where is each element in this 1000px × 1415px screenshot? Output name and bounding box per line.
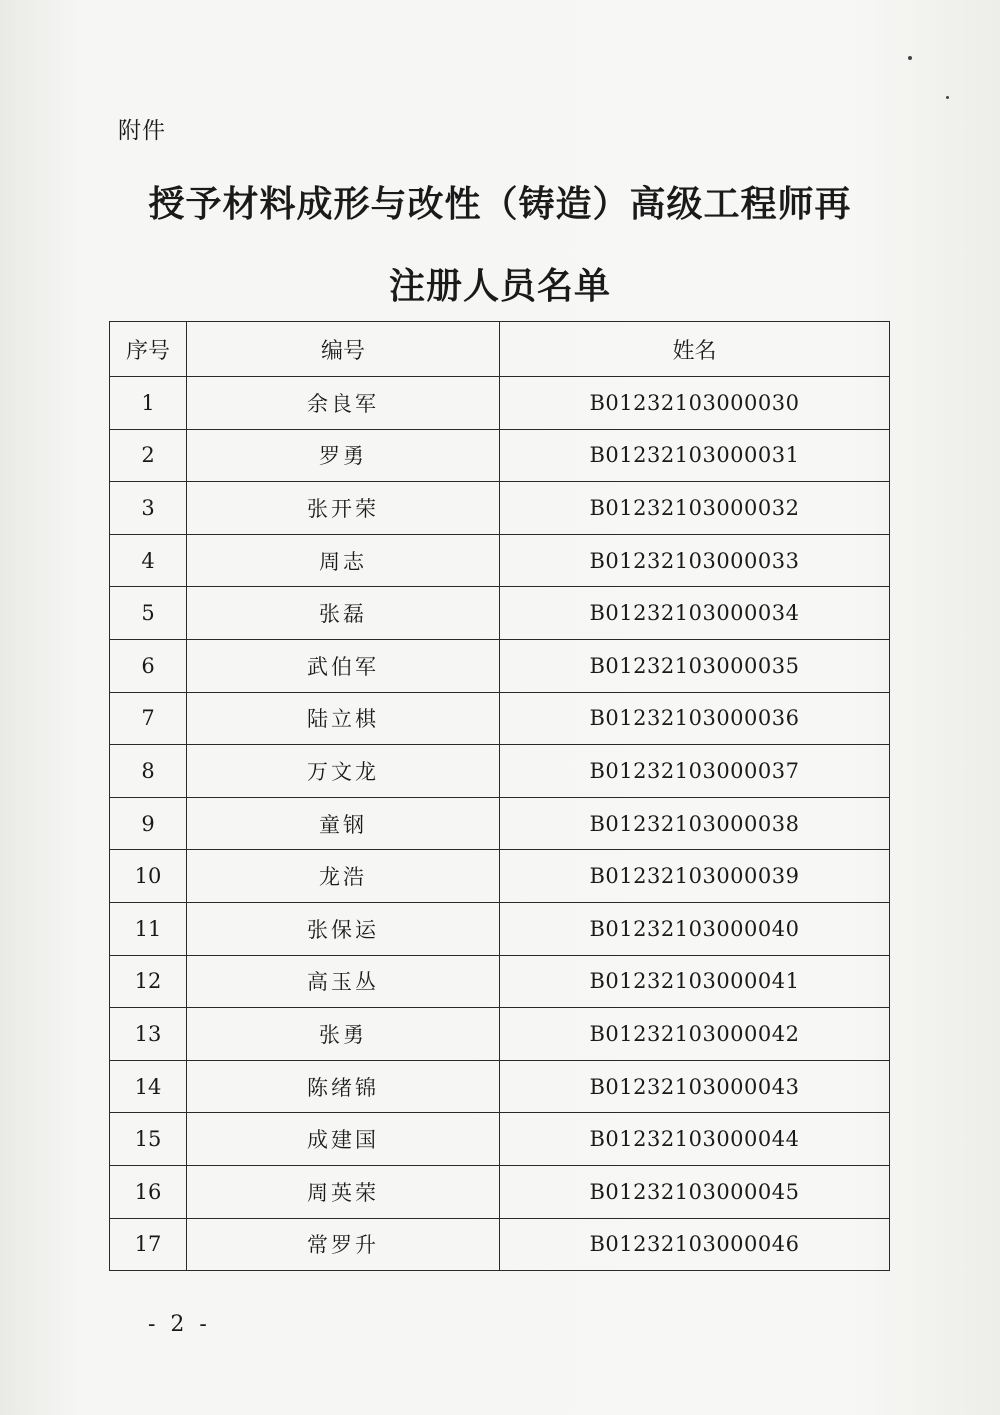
seq-cell: 16 — [110, 1165, 187, 1218]
seq-cell: 6 — [110, 639, 187, 692]
code-cell: B01232103000046 — [500, 1218, 890, 1271]
name-cell: 万文龙 — [187, 745, 500, 798]
code-cell: B01232103000033 — [500, 534, 890, 587]
table-row — [110, 639, 890, 692]
table-row — [110, 1008, 890, 1061]
code-cell: B01232103000037 — [500, 745, 890, 798]
seq-cell: 1 — [110, 377, 187, 430]
name-cell: 陆立棋 — [187, 692, 500, 745]
column-header-number: 编号 — [187, 322, 500, 377]
table-row — [110, 1165, 890, 1218]
paper-speck — [946, 96, 949, 99]
table-row — [110, 1218, 890, 1271]
table-row — [110, 902, 890, 955]
seq-cell: 10 — [110, 850, 187, 903]
code-cell: B01232103000042 — [500, 1008, 890, 1061]
seq-cell: 17 — [110, 1218, 187, 1271]
document-title-line-1: 授予材料成形与改性（铸造）高级工程师再 — [148, 184, 852, 225]
table-row — [110, 1060, 890, 1113]
seq-cell: 3 — [110, 482, 187, 535]
code-cell: B01232103000043 — [500, 1060, 890, 1113]
column-header-name: 姓名 — [500, 322, 890, 377]
name-cell: 龙浩 — [187, 850, 500, 903]
code-cell: B01232103000040 — [500, 902, 890, 955]
code-cell: B01232103000041 — [500, 955, 890, 1008]
name-cell: 张勇 — [187, 1008, 500, 1061]
name-cell: 陈绪锦 — [187, 1060, 500, 1113]
paper-speck — [908, 56, 912, 60]
code-cell: B01232103000032 — [500, 482, 890, 535]
seq-cell: 9 — [110, 797, 187, 850]
attachment-label: 附件 — [118, 118, 166, 144]
seq-cell: 13 — [110, 1008, 187, 1061]
code-cell: B01232103000039 — [500, 850, 890, 903]
seq-cell: 5 — [110, 587, 187, 640]
table-row — [110, 745, 890, 798]
code-cell: B01232103000045 — [500, 1165, 890, 1218]
seq-cell: 8 — [110, 745, 187, 798]
table-row — [110, 1113, 890, 1166]
name-cell: 张开荣 — [187, 482, 500, 535]
name-cell: 童钢 — [187, 797, 500, 850]
column-header-seq: 序号 — [110, 322, 187, 377]
name-cell: 周志 — [187, 534, 500, 587]
code-cell: B01232103000044 — [500, 1113, 890, 1166]
table-row — [110, 692, 890, 745]
table-row — [110, 797, 890, 850]
seq-cell: 4 — [110, 534, 187, 587]
seq-cell: 2 — [110, 429, 187, 482]
name-cell: 张磊 — [187, 587, 500, 640]
name-cell: 高玉丛 — [187, 955, 500, 1008]
code-cell: B01232103000038 — [500, 797, 890, 850]
code-cell: B01232103000034 — [500, 587, 890, 640]
seq-cell: 15 — [110, 1113, 187, 1166]
table-row — [110, 429, 890, 482]
seq-cell: 11 — [110, 902, 187, 955]
table-row — [110, 850, 890, 903]
code-cell: B01232103000031 — [500, 429, 890, 482]
table-row — [110, 534, 890, 587]
page-number: - 2 - — [148, 1312, 211, 1337]
code-cell: B01232103000036 — [500, 692, 890, 745]
name-cell: 周英荣 — [187, 1165, 500, 1218]
seq-cell: 7 — [110, 692, 187, 745]
table-row — [110, 587, 890, 640]
table-header-row — [110, 322, 890, 377]
code-cell: B01232103000035 — [500, 639, 890, 692]
seq-cell: 14 — [110, 1060, 187, 1113]
name-cell: 张保运 — [187, 902, 500, 955]
name-cell: 常罗升 — [187, 1218, 500, 1271]
name-cell: 罗勇 — [187, 429, 500, 482]
table-row — [110, 482, 890, 535]
name-cell: 成建国 — [187, 1113, 500, 1166]
seq-cell: 12 — [110, 955, 187, 1008]
code-cell: B01232103000030 — [500, 377, 890, 430]
table-row — [110, 377, 890, 430]
table-row — [110, 955, 890, 1008]
document-title-line-2: 注册人员名单 — [388, 266, 611, 307]
name-cell: 余良军 — [187, 377, 500, 430]
registration-table — [109, 321, 890, 1271]
name-cell: 武伯军 — [187, 639, 500, 692]
